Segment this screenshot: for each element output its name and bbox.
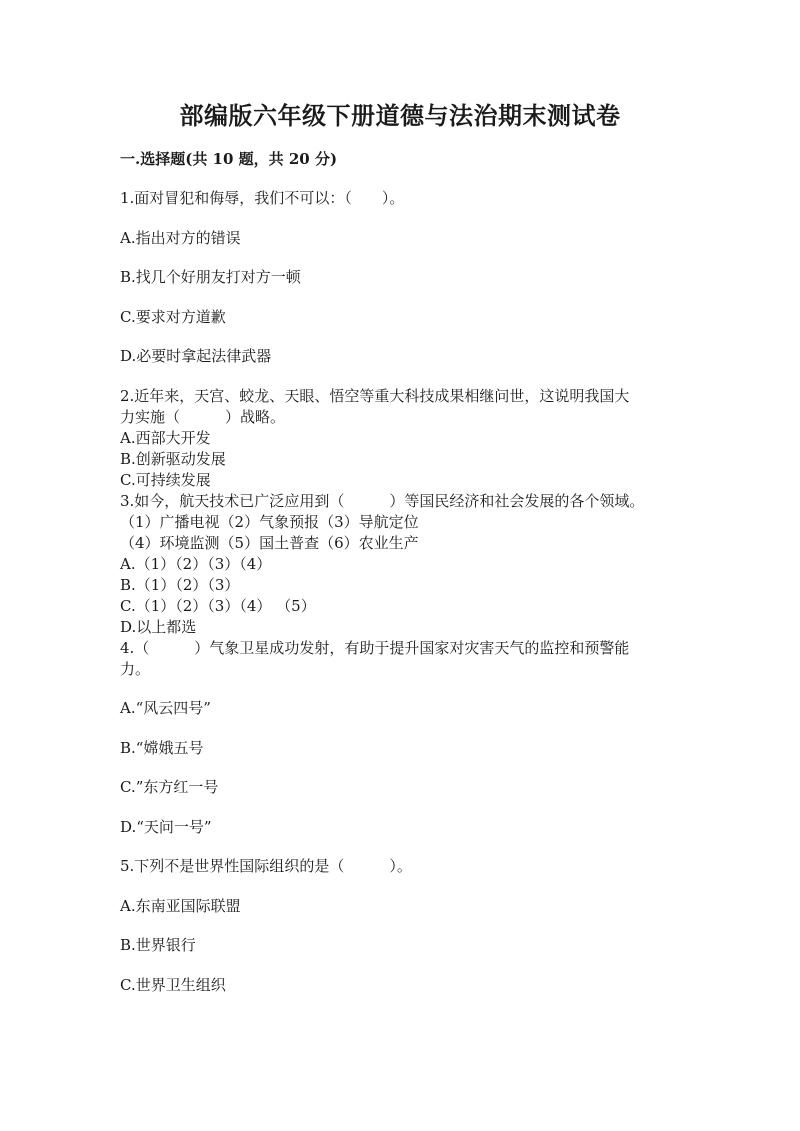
question-4-option-d: D.“天问一号” [120,818,212,836]
question-3-items-line-1: （1）广播电视（2）气象预报（3）导航定位 [120,513,419,531]
question-2-option-b: B.创新驱动发展 [120,450,226,468]
question-5-option-c: C.世界卫生组织 [120,976,226,994]
question-5-option-b: B.世界银行 [120,936,196,954]
question-5-stem: 5.下列不是世界性国际组织的是（ ）。 [120,857,412,875]
question-3-items-line-2: （4）环境监测（5）国土普查（6）农业生产 [120,534,419,552]
question-3-stem: 3.如今，航天技术已广泛应用到（ ）等国民经济和社会发展的各个领域。 [120,492,645,510]
question-4-option-a: A.“风云四号” [120,699,211,717]
question-5-option-a: A.东南亚国际联盟 [120,897,241,915]
question-3-option-a: A.（1）（2）（3）（4） [120,555,272,573]
question-4-option-c: C.”东方红一号 [120,778,219,796]
question-2-stem-line-1: 2.近年来，天宫、蛟龙、天眼、悟空等重大科技成果相继问世，这说明我国大 [120,387,630,405]
question-1-option-c: C.要求对方道歉 [120,308,226,326]
document-title: 部编版六年级下册道德与法治期末测试卷 [179,101,621,130]
question-2-stem-line-2: 力实施（ ）战略。 [120,408,286,426]
question-1-stem: 1.面对冒犯和侮辱，我们不可以：（ ）。 [120,189,405,207]
question-3-option-c: C.（1）（2）（3）（4） （5） [120,597,316,615]
question-3-option-d: D.以上都选 [120,618,197,636]
question-2-option-c: C.可持续发展 [120,471,211,489]
question-2-option-a: A.西部大开发 [120,429,211,447]
question-1-option-a: A.指出对方的错误 [120,229,241,247]
question-3-option-b: B.（1）（2）（3） [120,576,240,594]
question-4-option-b: B.“嫦娥五号 [120,739,204,757]
question-1-option-b: B.找几个好朋友打对方一顿 [120,268,301,286]
question-4-stem-line-1: 4.（ ）气象卫星成功发射，有助于提升国家对灾害天气的监控和预警能 [120,639,630,657]
question-4-stem-line-2: 力。 [120,660,151,678]
section-heading: 一.选择题(共 10 题，共 20 分) [120,150,338,168]
question-1-option-d: D.必要时拿起法律武器 [120,347,272,365]
